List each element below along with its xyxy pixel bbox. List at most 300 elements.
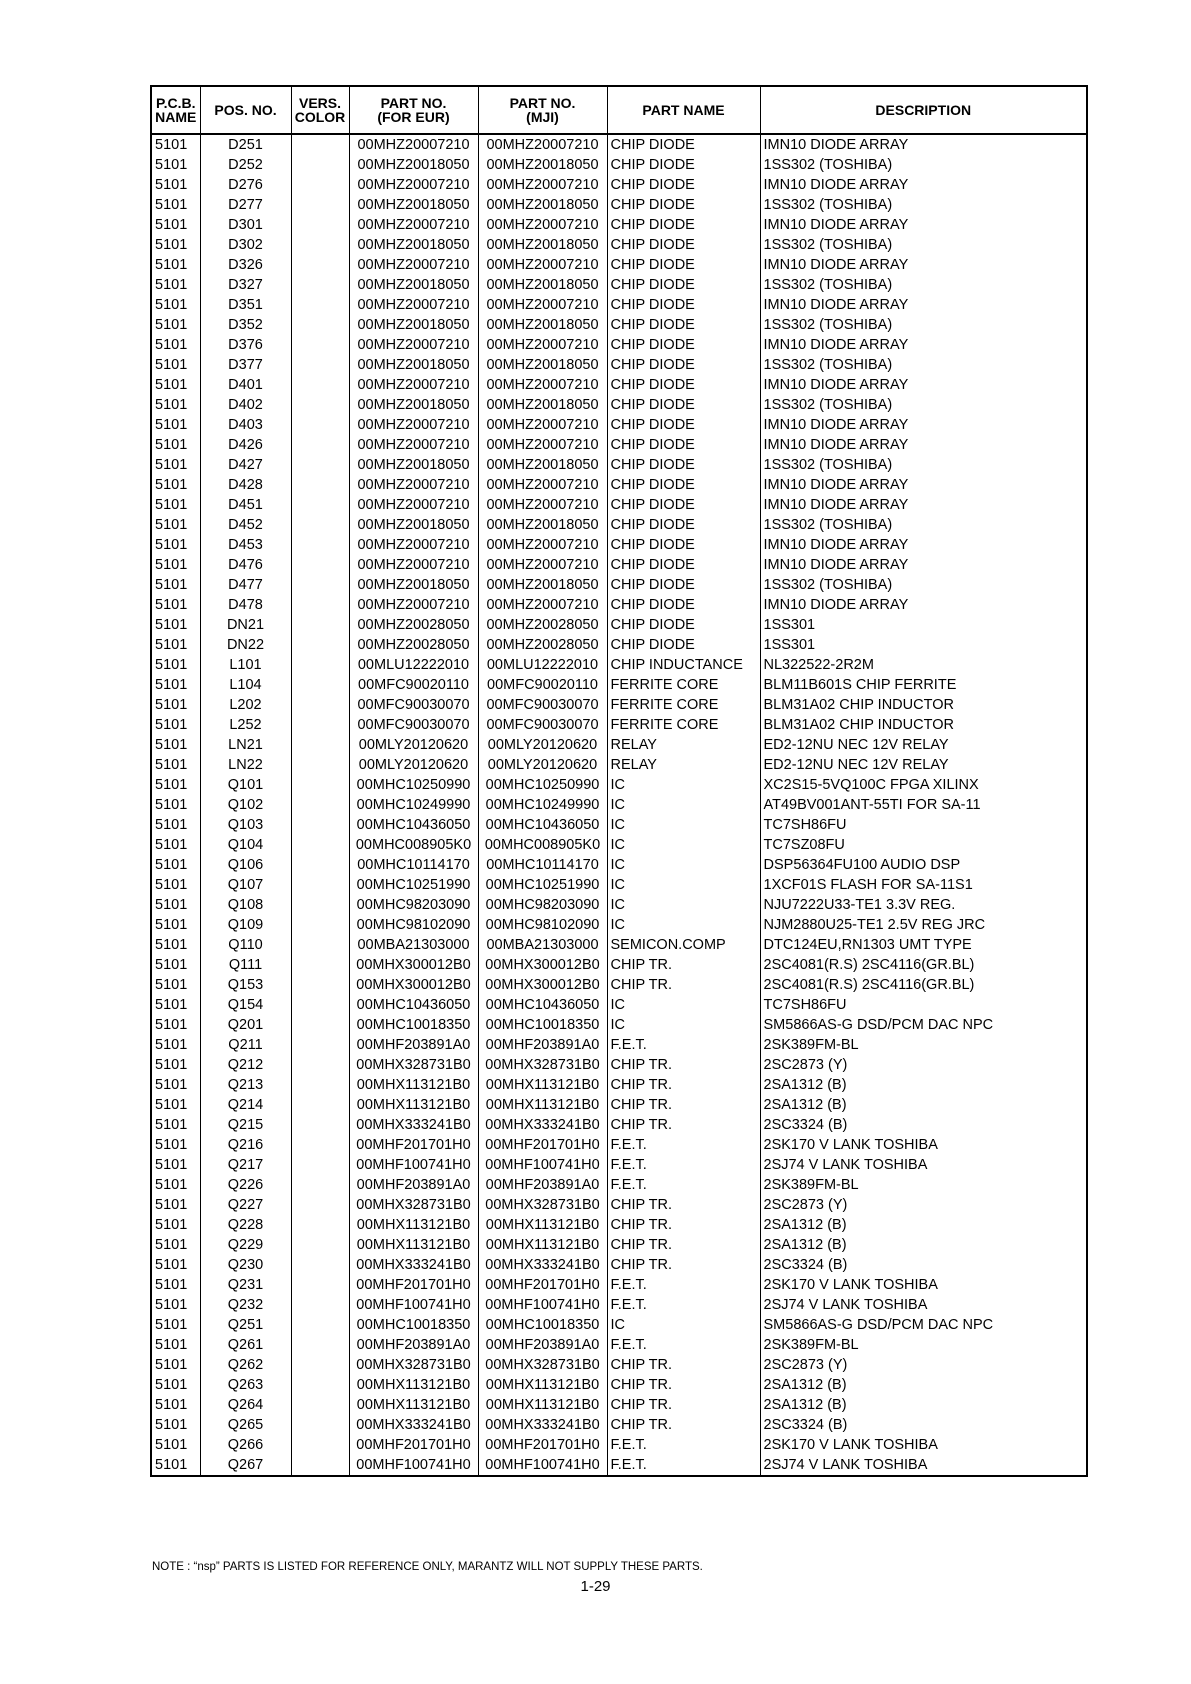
cell-part-no-eur: 00MHX328731B0	[349, 1355, 478, 1375]
cell-pos-no: Q201	[200, 1015, 291, 1035]
cell-vers-color	[291, 755, 349, 775]
cell-part-name: F.E.T.	[607, 1035, 760, 1055]
cell-pcb-name: 5101	[151, 1055, 200, 1075]
cell-description: 2SA1312 (B)	[760, 1215, 1087, 1235]
cell-part-no-mji: 00MHX113121B0	[478, 1375, 607, 1395]
cell-part-no-eur: 00MHZ20007210	[349, 415, 478, 435]
cell-part-no-eur: 00MHZ20007210	[349, 555, 478, 575]
cell-part-no-eur: 00MHC10436050	[349, 815, 478, 835]
cell-vers-color	[291, 915, 349, 935]
cell-part-name: IC	[607, 855, 760, 875]
cell-vers-color	[291, 1315, 349, 1335]
cell-part-name: IC	[607, 835, 760, 855]
cell-part-name: CHIP TR.	[607, 1075, 760, 1095]
cell-vers-color	[291, 855, 349, 875]
cell-vers-color	[291, 1375, 349, 1395]
cell-part-no-eur: 00MHZ20018050	[349, 355, 478, 375]
cell-part-no-eur: 00MLU12222010	[349, 655, 478, 675]
cell-description: SM5866AS-G DSD/PCM DAC NPC	[760, 1315, 1087, 1335]
cell-description: IMN10 DIODE ARRAY	[760, 475, 1087, 495]
table-row	[151, 1215, 1087, 1235]
cell-pcb-name: 5101	[151, 615, 200, 635]
cell-part-no-eur: 00MHC10436050	[349, 995, 478, 1015]
cell-vers-color	[291, 1195, 349, 1215]
cell-part-no-mji: 00MBA21303000	[478, 935, 607, 955]
cell-part-no-eur: 00MHC008905K0	[349, 835, 478, 855]
cell-part-no-eur: 00MHF201701H0	[349, 1435, 478, 1455]
cell-part-no-eur: 00MHF100741H0	[349, 1295, 478, 1315]
table-row	[151, 295, 1087, 315]
cell-vers-color	[291, 415, 349, 435]
cell-pos-no: Q228	[200, 1215, 291, 1235]
table-row	[151, 1295, 1087, 1315]
cell-part-no-mji: 00MHC10436050	[478, 815, 607, 835]
table-row	[151, 895, 1087, 915]
cell-description: 2SJ74 V LANK TOSHIBA	[760, 1455, 1087, 1476]
cell-pcb-name: 5101	[151, 635, 200, 655]
cell-part-name: F.E.T.	[607, 1175, 760, 1195]
cell-vers-color	[291, 995, 349, 1015]
cell-part-name: CHIP DIODE	[607, 155, 760, 175]
cell-pos-no: D477	[200, 575, 291, 595]
cell-part-name: CHIP TR.	[607, 1055, 760, 1075]
cell-part-name: IC	[607, 875, 760, 895]
table-row	[151, 495, 1087, 515]
cell-description: 1SS301	[760, 615, 1087, 635]
cell-part-no-mji: 00MHF203891A0	[478, 1035, 607, 1055]
cell-pos-no: Q261	[200, 1335, 291, 1355]
table-row	[151, 1035, 1087, 1055]
cell-vers-color	[291, 1355, 349, 1375]
cell-part-no-mji: 00MHC10018350	[478, 1315, 607, 1335]
table-row	[151, 855, 1087, 875]
cell-part-no-eur: 00MFC90020110	[349, 675, 478, 695]
cell-pcb-name: 5101	[151, 515, 200, 535]
cell-part-no-eur: 00MHZ20007210	[349, 435, 478, 455]
cell-part-no-eur: 00MHX113121B0	[349, 1395, 478, 1415]
cell-vers-color	[291, 1175, 349, 1195]
table-row	[151, 415, 1087, 435]
cell-pos-no: Q267	[200, 1455, 291, 1476]
cell-pcb-name: 5101	[151, 775, 200, 795]
cell-part-name: CHIP TR.	[607, 1235, 760, 1255]
cell-description: 1SS302 (TOSHIBA)	[760, 155, 1087, 175]
cell-part-no-mji: 00MHC98102090	[478, 915, 607, 935]
cell-description: BLM11B601S CHIP FERRITE	[760, 675, 1087, 695]
table-row	[151, 995, 1087, 1015]
cell-pos-no: Q216	[200, 1135, 291, 1155]
cell-part-name: CHIP TR.	[607, 955, 760, 975]
cell-part-name: CHIP DIODE	[607, 215, 760, 235]
cell-description: 2SC2873 (Y)	[760, 1355, 1087, 1375]
cell-part-name: CHIP TR.	[607, 1255, 760, 1275]
cell-pcb-name: 5101	[151, 915, 200, 935]
cell-part-no-eur: 00MHZ20007210	[349, 535, 478, 555]
cell-pos-no: Q231	[200, 1275, 291, 1295]
cell-vers-color	[291, 1035, 349, 1055]
cell-vers-color	[291, 134, 349, 155]
cell-vers-color	[291, 1255, 349, 1275]
cell-description: 1SS302 (TOSHIBA)	[760, 455, 1087, 475]
table-row	[151, 134, 1087, 155]
cell-part-no-mji: 00MLY20120620	[478, 735, 607, 755]
cell-part-no-mji: 00MFC90030070	[478, 715, 607, 735]
cell-description: TC7SH86FU	[760, 995, 1087, 1015]
cell-pcb-name: 5101	[151, 1375, 200, 1395]
cell-part-name: CHIP DIODE	[607, 235, 760, 255]
cell-pcb-name: 5101	[151, 335, 200, 355]
cell-part-no-mji: 00MHF100741H0	[478, 1295, 607, 1315]
cell-vers-color	[291, 1055, 349, 1075]
cell-part-name: CHIP DIODE	[607, 195, 760, 215]
cell-description: BLM31A02 CHIP INDUCTOR	[760, 695, 1087, 715]
cell-vers-color	[291, 255, 349, 275]
table-row	[151, 455, 1087, 475]
cell-part-name: FERRITE CORE	[607, 675, 760, 695]
cell-part-no-mji: 00MHZ20007210	[478, 595, 607, 615]
cell-part-no-mji: 00MLY20120620	[478, 755, 607, 775]
cell-pcb-name: 5101	[151, 895, 200, 915]
table-row	[151, 715, 1087, 735]
cell-part-no-eur: 00MHC10018350	[349, 1315, 478, 1335]
cell-part-no-mji: 00MFC90020110	[478, 675, 607, 695]
cell-part-no-eur: 00MHZ20007210	[349, 335, 478, 355]
table-row	[151, 315, 1087, 335]
cell-pos-no: DN21	[200, 615, 291, 635]
header-vers-color: VERS. COLOR	[291, 86, 349, 134]
cell-pos-no: D377	[200, 355, 291, 375]
cell-pcb-name: 5101	[151, 1275, 200, 1295]
cell-vers-color	[291, 195, 349, 215]
cell-description: AT49BV001ANT-55TI FOR SA-11	[760, 795, 1087, 815]
cell-vers-color	[291, 795, 349, 815]
table-row	[151, 1235, 1087, 1255]
cell-part-no-mji: 00MHX113121B0	[478, 1215, 607, 1235]
cell-pos-no: D326	[200, 255, 291, 275]
cell-description: 1SS302 (TOSHIBA)	[760, 235, 1087, 255]
cell-part-no-eur: 00MHF201701H0	[349, 1275, 478, 1295]
cell-part-no-eur: 00MHZ20007210	[349, 375, 478, 395]
cell-part-no-mji: 00MHC10018350	[478, 1015, 607, 1035]
cell-description: XC2S15-5VQ100C FPGA XILINX	[760, 775, 1087, 795]
cell-part-no-eur: 00MHZ20007210	[349, 295, 478, 315]
cell-part-no-mji: 00MHZ20018050	[478, 455, 607, 475]
cell-part-no-mji: 00MHX328731B0	[478, 1355, 607, 1375]
cell-vers-color	[291, 175, 349, 195]
parts-table-body	[151, 134, 1087, 1476]
cell-part-no-eur: 00MHX113121B0	[349, 1095, 478, 1115]
cell-part-name: CHIP DIODE	[607, 595, 760, 615]
cell-part-no-mji: 00MHZ20007210	[478, 435, 607, 455]
cell-pos-no: Q103	[200, 815, 291, 835]
cell-pos-no: LN22	[200, 755, 291, 775]
cell-part-no-mji: 00MHZ20007210	[478, 335, 607, 355]
cell-part-no-mji: 00MHF100741H0	[478, 1155, 607, 1175]
table-row	[151, 1355, 1087, 1375]
cell-vers-color	[291, 595, 349, 615]
cell-description: TC7SH86FU	[760, 815, 1087, 835]
cell-part-no-eur: 00MFC90030070	[349, 695, 478, 715]
cell-vers-color	[291, 1155, 349, 1175]
cell-description: ED2-12NU NEC 12V RELAY	[760, 735, 1087, 755]
cell-pos-no: Q109	[200, 915, 291, 935]
cell-part-name: RELAY	[607, 755, 760, 775]
table-row	[151, 275, 1087, 295]
cell-vers-color	[291, 555, 349, 575]
cell-part-name: CHIP INDUCTANCE	[607, 655, 760, 675]
cell-part-no-mji: 00MHX113121B0	[478, 1095, 607, 1115]
cell-part-no-eur: 00MHX333241B0	[349, 1115, 478, 1135]
cell-pcb-name: 5101	[151, 275, 200, 295]
cell-description: 1SS301	[760, 635, 1087, 655]
table-row	[151, 935, 1087, 955]
cell-part-name: CHIP DIODE	[607, 495, 760, 515]
cell-description: 2SC2873 (Y)	[760, 1055, 1087, 1075]
cell-part-name: CHIP DIODE	[607, 315, 760, 335]
cell-pos-no: Q106	[200, 855, 291, 875]
cell-pos-no: Q212	[200, 1055, 291, 1075]
cell-part-name: CHIP DIODE	[607, 535, 760, 555]
table-row	[151, 255, 1087, 275]
header-pcb-name: P.C.B. NAME	[151, 86, 200, 134]
table-row	[151, 875, 1087, 895]
cell-pcb-name: 5101	[151, 215, 200, 235]
cell-part-no-mji: 00MHZ20018050	[478, 575, 607, 595]
cell-part-no-eur: 00MHC98102090	[349, 915, 478, 935]
cell-part-name: CHIP TR.	[607, 1375, 760, 1395]
cell-pos-no: D376	[200, 335, 291, 355]
cell-pcb-name: 5101	[151, 1175, 200, 1195]
cell-pos-no: LN21	[200, 735, 291, 755]
cell-pcb-name: 5101	[151, 815, 200, 835]
cell-description: ED2-12NU NEC 12V RELAY	[760, 755, 1087, 775]
cell-part-name: CHIP DIODE	[607, 275, 760, 295]
cell-description: 2SK170 V LANK TOSHIBA	[760, 1435, 1087, 1455]
cell-part-no-eur: 00MHZ20018050	[349, 235, 478, 255]
cell-part-name: CHIP TR.	[607, 1415, 760, 1435]
cell-pos-no: Q262	[200, 1355, 291, 1375]
cell-pos-no: D428	[200, 475, 291, 495]
cell-description: IMN10 DIODE ARRAY	[760, 335, 1087, 355]
cell-part-name: IC	[607, 775, 760, 795]
cell-pos-no: Q264	[200, 1395, 291, 1415]
cell-pos-no: D301	[200, 215, 291, 235]
cell-part-name: CHIP DIODE	[607, 295, 760, 315]
cell-part-no-eur: 00MHZ20018050	[349, 155, 478, 175]
cell-part-no-mji: 00MHX113121B0	[478, 1075, 607, 1095]
table-row	[151, 575, 1087, 595]
cell-part-no-mji: 00MHZ20007210	[478, 495, 607, 515]
cell-pcb-name: 5101	[151, 1315, 200, 1335]
table-header-row	[151, 86, 1087, 134]
cell-description: 2SC4081(R.S) 2SC4116(GR.BL)	[760, 955, 1087, 975]
cell-part-no-eur: 00MHZ20007210	[349, 595, 478, 615]
cell-part-no-mji: 00MHZ20018050	[478, 275, 607, 295]
header-pos-no: POS. NO.	[200, 86, 291, 134]
table-row	[151, 1415, 1087, 1435]
cell-pcb-name: 5101	[151, 1015, 200, 1035]
cell-description: IMN10 DIODE ARRAY	[760, 535, 1087, 555]
table-row	[151, 375, 1087, 395]
cell-pos-no: Q102	[200, 795, 291, 815]
cell-description: 2SK389FM-BL	[760, 1335, 1087, 1355]
cell-part-no-eur: 00MHX113121B0	[349, 1375, 478, 1395]
cell-pos-no: D452	[200, 515, 291, 535]
cell-pcb-name: 5101	[151, 455, 200, 475]
cell-pcb-name: 5101	[151, 1075, 200, 1095]
cell-part-no-eur: 00MHZ20018050	[349, 275, 478, 295]
cell-pcb-name: 5101	[151, 475, 200, 495]
cell-vers-color	[291, 315, 349, 335]
cell-description: 2SA1312 (B)	[760, 1075, 1087, 1095]
cell-vers-color	[291, 955, 349, 975]
cell-pos-no: D427	[200, 455, 291, 475]
cell-pcb-name: 5101	[151, 675, 200, 695]
cell-part-name: IC	[607, 1315, 760, 1335]
cell-vers-color	[291, 715, 349, 735]
cell-pcb-name: 5101	[151, 1355, 200, 1375]
cell-pcb-name: 5101	[151, 1095, 200, 1115]
cell-part-no-mji: 00MHZ20018050	[478, 395, 607, 415]
cell-part-no-eur: 00MHF203891A0	[349, 1175, 478, 1195]
cell-part-no-eur: 00MHF203891A0	[349, 1335, 478, 1355]
cell-pcb-name: 5101	[151, 1215, 200, 1235]
cell-part-no-eur: 00MHZ20007210	[349, 134, 478, 155]
cell-part-name: CHIP TR.	[607, 1215, 760, 1235]
cell-pos-no: L202	[200, 695, 291, 715]
cell-part-name: IC	[607, 795, 760, 815]
cell-part-name: F.E.T.	[607, 1295, 760, 1315]
cell-part-name: IC	[607, 1015, 760, 1035]
cell-vers-color	[291, 675, 349, 695]
cell-vers-color	[291, 815, 349, 835]
cell-part-name: F.E.T.	[607, 1435, 760, 1455]
cell-pcb-name: 5101	[151, 1395, 200, 1415]
cell-description: IMN10 DIODE ARRAY	[760, 215, 1087, 235]
cell-part-name: CHIP TR.	[607, 1395, 760, 1415]
table-row	[151, 675, 1087, 695]
cell-part-no-mji: 00MHZ20028050	[478, 635, 607, 655]
cell-description: NJU7222U33-TE1 3.3V REG.	[760, 895, 1087, 915]
cell-part-no-mji: 00MHZ20007210	[478, 375, 607, 395]
cell-part-no-mji: 00MHZ20018050	[478, 155, 607, 175]
cell-vers-color	[291, 1335, 349, 1355]
table-row	[151, 955, 1087, 975]
cell-pos-no: D276	[200, 175, 291, 195]
cell-part-no-eur: 00MHX328731B0	[349, 1195, 478, 1215]
table-row	[151, 1055, 1087, 1075]
cell-part-no-eur: 00MLY20120620	[349, 735, 478, 755]
cell-pos-no: Q153	[200, 975, 291, 995]
cell-part-no-eur: 00MHX113121B0	[349, 1235, 478, 1255]
cell-vers-color	[291, 1295, 349, 1315]
cell-vers-color	[291, 215, 349, 235]
cell-description: 2SA1312 (B)	[760, 1395, 1087, 1415]
table-row	[151, 215, 1087, 235]
cell-description: 1SS302 (TOSHIBA)	[760, 395, 1087, 415]
cell-vers-color	[291, 735, 349, 755]
cell-pcb-name: 5101	[151, 395, 200, 415]
cell-part-no-mji: 00MFC90030070	[478, 695, 607, 715]
cell-pcb-name: 5101	[151, 1295, 200, 1315]
cell-pos-no: Q111	[200, 955, 291, 975]
cell-part-no-eur: 00MHX113121B0	[349, 1075, 478, 1095]
cell-description: 2SC3324 (B)	[760, 1255, 1087, 1275]
cell-part-name: F.E.T.	[607, 1275, 760, 1295]
cell-description: IMN10 DIODE ARRAY	[760, 295, 1087, 315]
cell-vers-color	[291, 475, 349, 495]
cell-pos-no: D327	[200, 275, 291, 295]
cell-part-name: RELAY	[607, 735, 760, 755]
cell-description: 2SJ74 V LANK TOSHIBA	[760, 1295, 1087, 1315]
cell-pos-no: DN22	[200, 635, 291, 655]
cell-part-name: CHIP TR.	[607, 1195, 760, 1215]
cell-pos-no: D402	[200, 395, 291, 415]
table-row	[151, 735, 1087, 755]
cell-part-no-eur: 00MHZ20018050	[349, 395, 478, 415]
table-row	[151, 1135, 1087, 1155]
cell-part-no-mji: 00MHX333241B0	[478, 1415, 607, 1435]
footer-note: NOTE : “nsp” PARTS IS LISTED FOR REFERENCE ONLY, MARANTZ WILL NOT SUPPLY THESE PARTS.	[152, 1561, 703, 1573]
cell-part-no-mji: 00MHZ20018050	[478, 315, 607, 335]
cell-part-name: CHIP DIODE	[607, 435, 760, 455]
cell-description: 1SS302 (TOSHIBA)	[760, 515, 1087, 535]
cell-pos-no: Q101	[200, 775, 291, 795]
cell-description: IMN10 DIODE ARRAY	[760, 175, 1087, 195]
cell-pcb-name: 5101	[151, 1435, 200, 1455]
cell-vers-color	[291, 615, 349, 635]
table-row	[151, 355, 1087, 375]
cell-part-no-eur: 00MHC10250990	[349, 775, 478, 795]
table-row	[151, 235, 1087, 255]
cell-part-no-eur: 00MHZ20007210	[349, 495, 478, 515]
cell-pos-no: Q226	[200, 1175, 291, 1195]
cell-description: DSP56364FU100 AUDIO DSP	[760, 855, 1087, 875]
cell-vers-color	[291, 335, 349, 355]
cell-pos-no: Q217	[200, 1155, 291, 1175]
table-row	[151, 475, 1087, 495]
cell-vers-color	[291, 1455, 349, 1476]
table-row	[151, 1335, 1087, 1355]
cell-part-no-mji: 00MHX333241B0	[478, 1255, 607, 1275]
cell-pos-no: Q107	[200, 875, 291, 895]
cell-pos-no: Q154	[200, 995, 291, 1015]
cell-part-no-mji: 00MHC10250990	[478, 775, 607, 795]
cell-pos-no: D478	[200, 595, 291, 615]
cell-pos-no: Q230	[200, 1255, 291, 1275]
cell-pcb-name: 5101	[151, 195, 200, 215]
cell-pcb-name: 5101	[151, 295, 200, 315]
cell-pcb-name: 5101	[151, 1455, 200, 1476]
cell-pos-no: Q215	[200, 1115, 291, 1135]
cell-part-no-mji: 00MHZ20007210	[478, 475, 607, 495]
table-row	[151, 755, 1087, 775]
cell-part-no-mji: 00MHC10251990	[478, 875, 607, 895]
cell-pos-no: D251	[200, 134, 291, 155]
cell-part-no-mji: 00MHF201701H0	[478, 1435, 607, 1455]
cell-pos-no: Q104	[200, 835, 291, 855]
cell-description: 2SK389FM-BL	[760, 1175, 1087, 1195]
cell-description: IMN10 DIODE ARRAY	[760, 375, 1087, 395]
cell-part-name: CHIP DIODE	[607, 455, 760, 475]
cell-part-name: IC	[607, 995, 760, 1015]
cell-part-no-eur: 00MHF100741H0	[349, 1155, 478, 1175]
table-row	[151, 555, 1087, 575]
cell-part-name: CHIP DIODE	[607, 395, 760, 415]
cell-vers-color	[291, 575, 349, 595]
cell-part-no-mji: 00MLU12222010	[478, 655, 607, 675]
cell-part-no-eur: 00MHC98203090	[349, 895, 478, 915]
